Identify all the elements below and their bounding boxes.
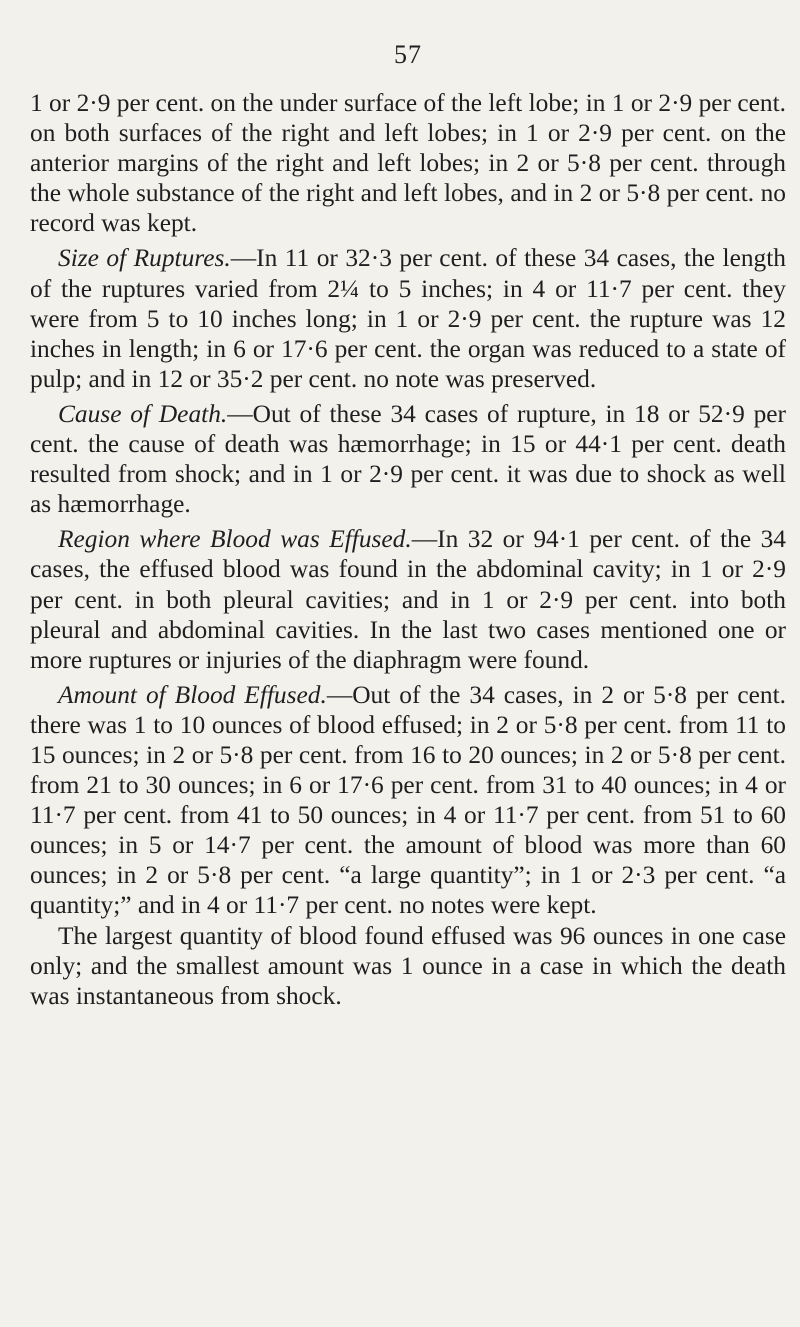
paragraph-cause-of-death (30, 399, 786, 519)
book-page (30, 0, 786, 1327)
section-heading: Region where Blood was Effused. (58, 525, 412, 554)
page-number: 57 (394, 40, 422, 69)
paragraph-text: 1 or 2·9 per cent. on the under surface of the left lobe; in 1 or 2·9 per cent. on both surfaces of the right and left lobes; in 1 or 2·9 per cent. on the anterior margins of the right and left lobes; in 2 or 5·8 per cent. through the whole substance of the right and left lobes, and in 2 or 5·8 per cent. no record was kept. (30, 89, 786, 238)
paragraph-text: —Out of the 34 cases, in 2 or 5·8 per cent. there was 1 to 10 ounces of blood effused; in 2 or 5·8 per cent. from 11 to 15 ounces; in 2 or 5·8 per cent. from 16 to 20 ounces; in 2 or 5·8 per cent. from 21 to 30 ounces; in 6 or 17·6 per cent. from 31 to 40 ounces; in 4 or 11·7 per cent. from 41 to 50 ounces; in 4 or 11·7 per cent. from 51 to 60 ounces; in 5 or 14·7 per cent. the amount of blood was more than 60 ounces; in 2 or 5·8 per cent. “a large quantity”; in 1 or 2·3 per cent. “a quantity;” and in 4 or 11·7 per cent. no notes were kept. (30, 680, 786, 920)
body-text (30, 88, 786, 1011)
paragraph-size-of-ruptures (30, 243, 786, 393)
paragraph-text: The largest quantity of blood found effused was 96 ounces in one case only; and the smallest amount was 1 ounce in a case in which the death was instantaneous from shock. (30, 921, 786, 1010)
section-heading: Cause of Death. (58, 399, 228, 428)
paragraph-region-blood-effused (30, 524, 786, 674)
section-heading: Amount of Blood Effused. (58, 680, 327, 709)
paragraph-amount-blood-effused (30, 680, 786, 921)
paragraph-text: —In 32 or 94·1 per cent. of the 34 cases, the effused blood was found in the abdominal cavity; in 1 or 2·9 per cent. in both pleural cavities; and in 1 or 2·9 per cent. into both pleural and abdominal cavities. In the last two cases mentioned one or more ruptures or injuries of the diaphragm were found. (30, 525, 786, 674)
section-heading: Size of Ruptures. (58, 244, 231, 273)
paragraph-text: —Out of these 34 cases of rupture, in 18 or 52·9 per cent. the cause of death was hæmorrhage; in 15 or 44·1 per cent. death resulted from shock; and in 1 or 2·9 per cent. it was due to shock as well as hæmorrhage. (30, 399, 786, 519)
paragraph-liver-rupture-locations (30, 88, 786, 238)
paragraph-largest-quantity (30, 921, 786, 1011)
paragraph-text: —In 11 or 32·3 per cent. of these 34 cases, the length of the ruptures varied from 2¼ to 5 inches; in 4 or 11·7 per cent. they were from 5 to 10 inches long; in 1 or 2·9 per cent. the rupture was 12 inches in length; in 6 or 17·6 per cent. the organ was reduced to a state of pulp; and in 12 or 35·2 per cent. no note was preserved. (30, 244, 786, 393)
